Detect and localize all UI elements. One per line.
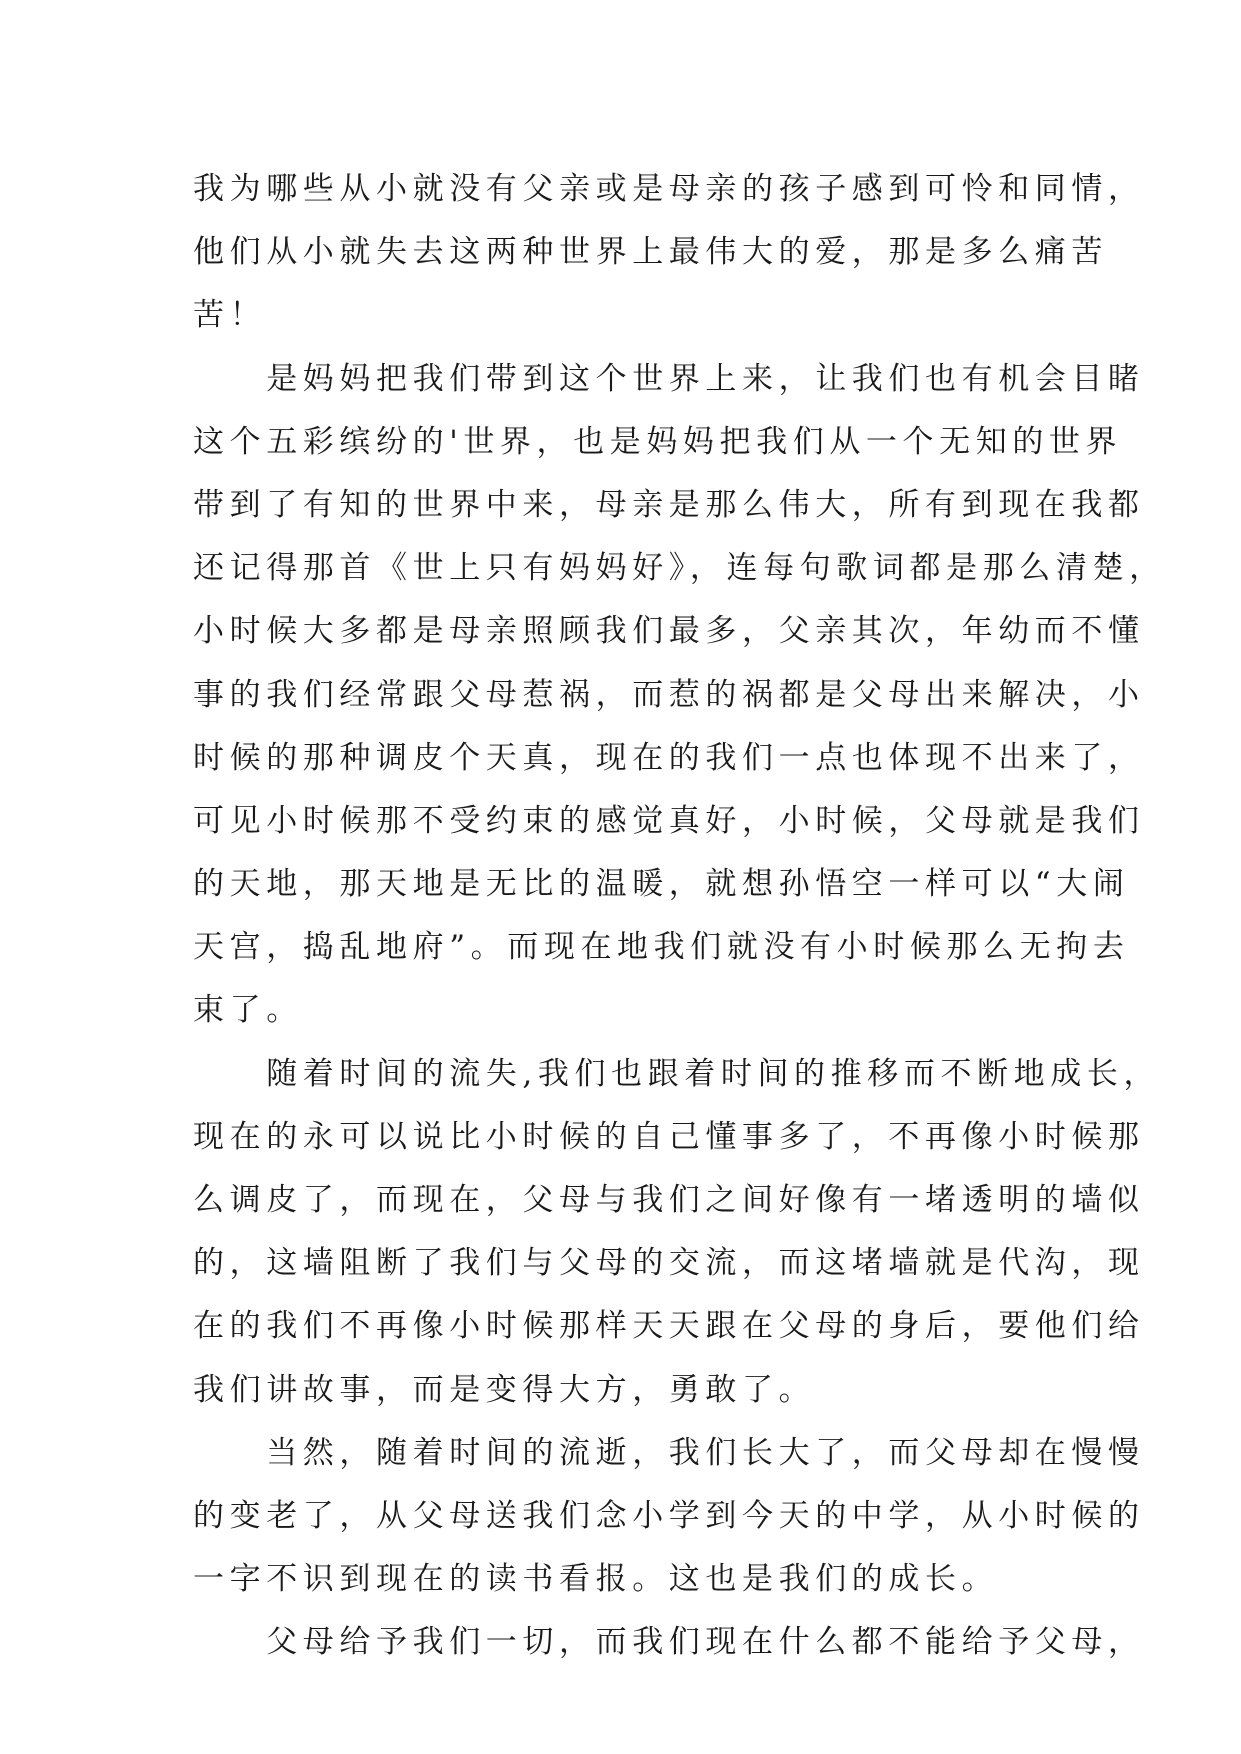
text-line: 父母给予我们一切，而我们现在什么都不能给予父母， [193,1624,1145,1661]
text-line: 我们讲故事，而是变得大方，勇敢了。 [193,1371,816,1408]
text-line: 的变老了，从父母送我们念小学到今天的中学，从小时候的 [193,1497,1145,1534]
text-line: 束了。 [193,992,303,1029]
text-line: 他们从小就失去这两种世界上最伟大的爱，那是多么痛苦 [193,234,1108,271]
text-line: 还记得那首《世上只有妈妈好》，连每句歌词都是那么清楚， [193,550,1166,587]
text-line: 小时候大多都是母亲照顾我们最多，父亲其次，年幼而不懂 [193,613,1145,650]
text-line: 在的我们不再像小时候那样天天跟在父母的身后，要他们给 [193,1308,1145,1345]
text-line: 是妈妈把我们带到这个世界上来，让我们也有机会目睹 [193,360,1145,397]
text-line: 么调皮了，而现在，父母与我们之间好像有一堵透明的墙似 [193,1182,1145,1218]
text-line: 随着时间的流失,我们也跟着时间的推移而不断地成长， [193,1055,1161,1092]
text-line: 天宫，捣乱地府”。而现在地我们就没有小时候那么无拘去 [193,929,1130,966]
text-line: 现在的永可以说比小时候的自己懂事多了，不再像小时候那 [193,1118,1145,1155]
body-text [193,158,1166,1675]
text-line: 我为哪些从小就没有父亲或是母亲的孩子感到可怜和同情， [193,171,1145,207]
text-line: 这个五彩缤纷的'世界，也是妈妈把我们从一个无知的世界 [193,423,1123,460]
text-line: 事的我们经常跟父母惹祸，而惹的祸都是父母出来解决，小 [193,676,1145,713]
text-line: 带到了有知的世界中来，母亲是那么伟大，所有到现在我都 [193,486,1145,523]
text-line: 时候的那种调皮个天真，现在的我们一点也体现不出来了， [193,739,1145,776]
text-line: 苦！ [193,297,267,334]
text-line: 一字不识到现在的读书看报。这也是我们的成长。 [193,1561,999,1598]
text-line: 的，这墙阻断了我们与父母的交流，而这堵墙就是代沟，现 [193,1245,1145,1282]
text-line: 的天地，那天地是无比的温暖，就想孙悟空一样可以“大闹 [193,866,1130,903]
text-line: 可见小时候那不受约束的感觉真好，小时候，父母就是我们 [193,802,1145,839]
text-line: 当然，随着时间的流逝，我们长大了，而父母却在慢慢 [193,1434,1145,1471]
